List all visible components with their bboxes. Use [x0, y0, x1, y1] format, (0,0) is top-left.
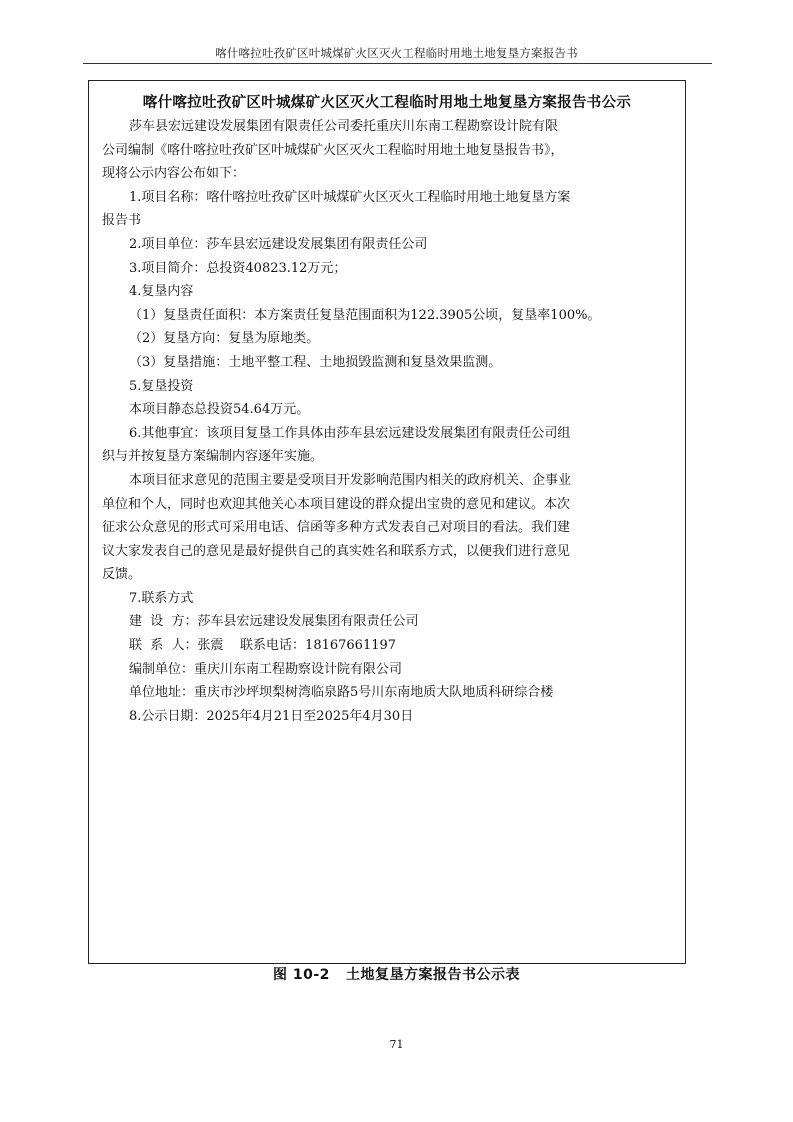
item-other-line-1: 6.其他事宜：该项目复垦工作具体由莎车县宏远建设发展集团有限责任公司组: [129, 425, 571, 441]
opinion-line-5: 反馈。: [102, 567, 142, 583]
contact-builder: 建 设 方：莎车县宏远建设发展集团有限责任公司: [129, 614, 419, 630]
contact-address: 单位地址：重庆市沙坪坝梨树湾临泉路5号川东南地质大队地质科研综合楼: [129, 685, 554, 701]
item-project-summary: 3.项目简介：总投资40823.12万元；: [129, 260, 347, 276]
item-contact: 7.联系方式: [129, 590, 194, 606]
running-header: 喀什喀拉吐孜矿区叶城煤矿火区灭火工程临时用地土地复垦方案报告书: [215, 46, 578, 60]
opinion-line-2: 单位和个人，同时也欢迎其他关心本项目建设的群众提出宝贵的意见和建议。本次: [102, 496, 571, 512]
item-notice-date: 8.公示日期：2025年4月21日至2025年4月30日: [129, 708, 414, 724]
item-reclamation-area: （1）复垦责任面积：本方案责任复垦范围面积为122.3905公顷，复垦率100%。: [129, 307, 601, 323]
intro-line-3: 现将公示内容公布如下：: [102, 166, 246, 182]
opinion-line-3: 征求公众意见的形式可采用电话、信函等多种方式发表自己对项目的看法。我们建: [102, 520, 571, 536]
opinion-line-1: 本项目征求意见的范围主要是受项目开发影响范围内相关的政府机关、企事业: [129, 472, 572, 488]
notice-box: [88, 80, 686, 964]
contact-person: 联 系 人：张震 联系电话：18167661197: [129, 638, 397, 654]
item-project-name-line-2: 报告书: [102, 213, 142, 229]
opinion-line-4: 议大家发表自己的意见是最好提供自己的真实姓名和联系方式，以便我们进行意见: [102, 543, 571, 559]
item-reclamation-content: 4.复垦内容: [129, 284, 194, 300]
figure-caption: 图 10-2 土地复垦方案报告书公示表: [272, 967, 521, 983]
page-number: 71: [389, 1038, 404, 1051]
item-reclamation-measures: （3）复垦措施：土地平整工程、土地损毁监测和复垦效果监测。: [129, 354, 502, 370]
header-rule: [83, 63, 712, 64]
item-reclamation-investment: 5.复垦投资: [129, 378, 194, 394]
item-other-line-2: 织与并按复垦方案编制内容逐年实施。: [102, 449, 324, 465]
item-project-name-line-1: 1.项目名称：喀什喀拉吐孜矿区叶城煤矿火区灭火工程临时用地土地复垦方案: [129, 189, 571, 205]
item-project-unit: 2.项目单位：莎车县宏远建设发展集团有限责任公司: [129, 236, 428, 252]
intro-line-2: 公司编制《喀什喀拉吐孜矿区叶城煤矿火区灭火工程临时用地土地复垦报告书》，: [102, 142, 564, 158]
item-investment-text: 本项目静态总投资54.64万元。: [129, 402, 310, 418]
item-reclamation-direction: （2）复垦方向：复垦为原地类。: [129, 331, 320, 347]
notice-title: 喀什喀拉吐孜矿区叶城煤矿火区灭火工程临时用地土地复垦方案报告书公示: [142, 95, 632, 111]
contact-compiler: 编制单位：重庆川东南工程勘察设计院有限公司: [129, 661, 403, 677]
intro-line-1: 莎车县宏远建设发展集团有限责任公司委托重庆川东南工程勘察设计院有限: [129, 119, 559, 134]
notice-content: [102, 115, 679, 728]
